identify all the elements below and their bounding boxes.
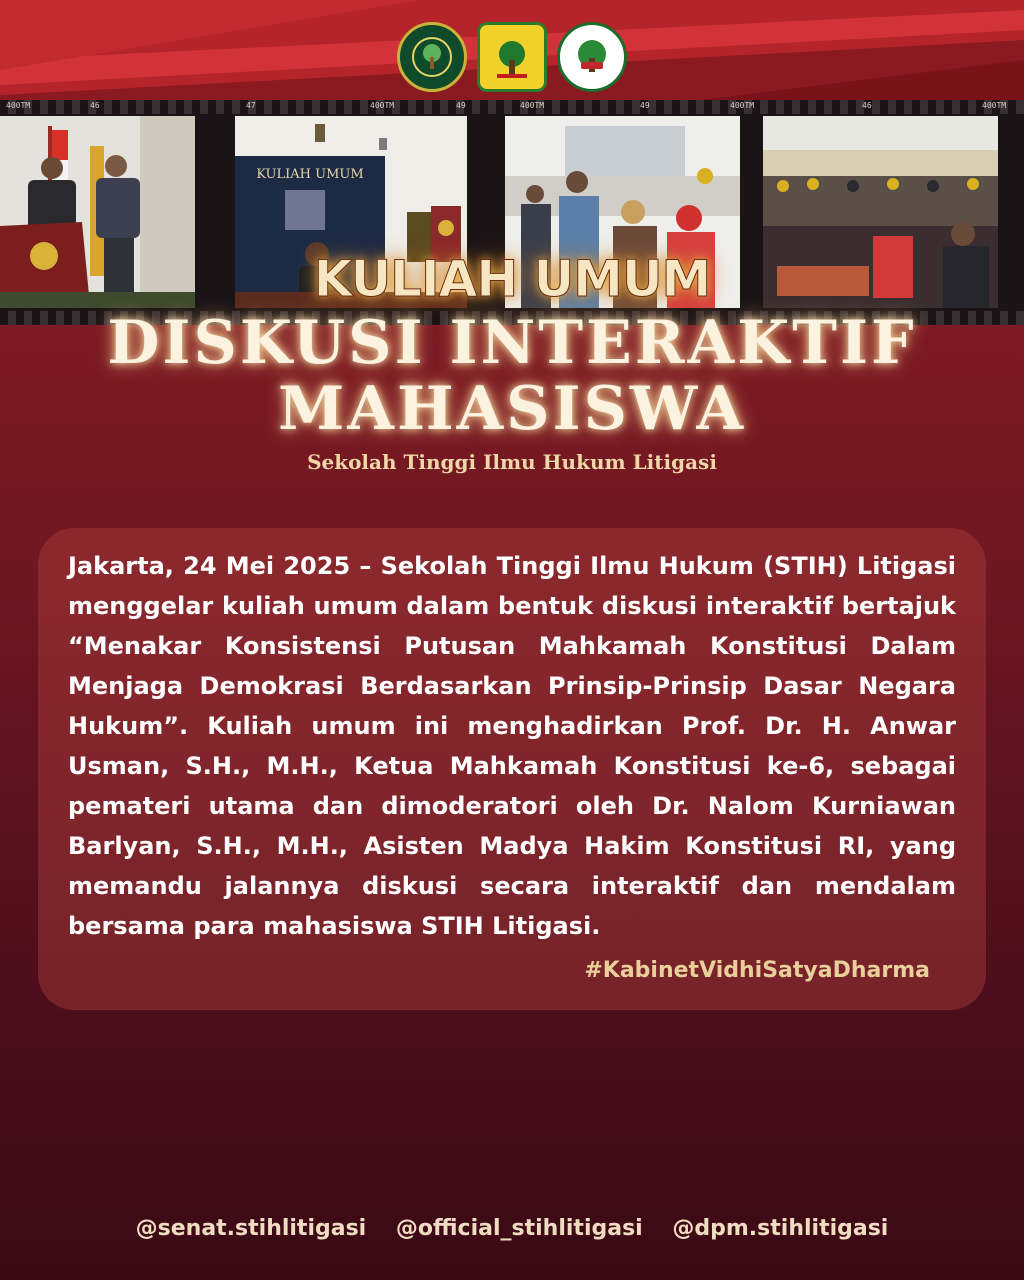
handle-official: @official_stihlitigasi <box>395 1216 643 1241</box>
frame-label: 46 <box>862 101 872 110</box>
logo-row <box>0 22 1024 92</box>
frame-labels <box>0 101 1024 113</box>
hashtag: #KabinetVidhiSatyaDharma <box>584 958 930 983</box>
frame-label: 400TM <box>520 101 545 110</box>
frame-label: 49 <box>456 101 466 110</box>
frame-label: 400TM <box>370 101 395 110</box>
handle-senat: @senat.stihlitigasi <box>135 1216 367 1241</box>
frame-label: 49 <box>640 101 650 110</box>
frame-label: 46 <box>90 101 100 110</box>
handle-dpm: @dpm.stihlitigasi <box>672 1216 889 1241</box>
title-line-1: DISKUSI INTERAKTIF <box>107 308 917 378</box>
senat-logo <box>397 22 467 92</box>
svg-text:KULIAH UMUM: KULIAH UMUM <box>256 167 364 182</box>
banyan-tree-icon <box>487 32 537 82</box>
headline-block <box>0 250 1024 474</box>
article-card <box>38 528 986 1010</box>
dpm-tree-icon <box>567 32 617 82</box>
stih-litigasi-logo <box>477 22 547 92</box>
frame-label: 400TM <box>730 101 755 110</box>
social-handles <box>0 1216 1024 1241</box>
frame-label: 400TM <box>6 101 31 110</box>
title-line-2: MAHASISWA <box>277 374 747 444</box>
dpm-logo <box>557 22 627 92</box>
frame-label: 400TM <box>982 101 1007 110</box>
kicker-heading: KULIAH UMUM <box>313 250 711 308</box>
frame-label: 47 <box>246 101 256 110</box>
tree-emblem-icon <box>410 35 454 79</box>
article-body: Jakarta, 24 Mei 2025 – Sekolah Tinggi Ilmu Hukum (STIH) Litigasi menggelar kuliah umum dalam bentuk diskusi interaktif bertajuk “Menakar Konsistensi Putusan Mahkamah Konstitusi Dalam Menjaga Demokrasi Berdasarkan Prinsip-Prinsip Dasar Negara Hukum”. Kuliah umum ini menghadirkan Prof. Dr. H. Anwar Usman, S.H., M.H., Ketua Mahkamah Konstitusi ke-6, sebagai pemateri utama dan dimoderatori oleh Dr. Nalom Kurniawan Barlyan, S.H., M.H., Asisten Madya Hakim Konstitusi RI, yang memandu jalannya diskusi secara interaktif dan mendalam bersama para mahasiswa STIH Litigasi. <box>68 552 956 940</box>
subtitle: Sekolah Tinggi Ilmu Hukum Litigasi <box>307 450 717 474</box>
